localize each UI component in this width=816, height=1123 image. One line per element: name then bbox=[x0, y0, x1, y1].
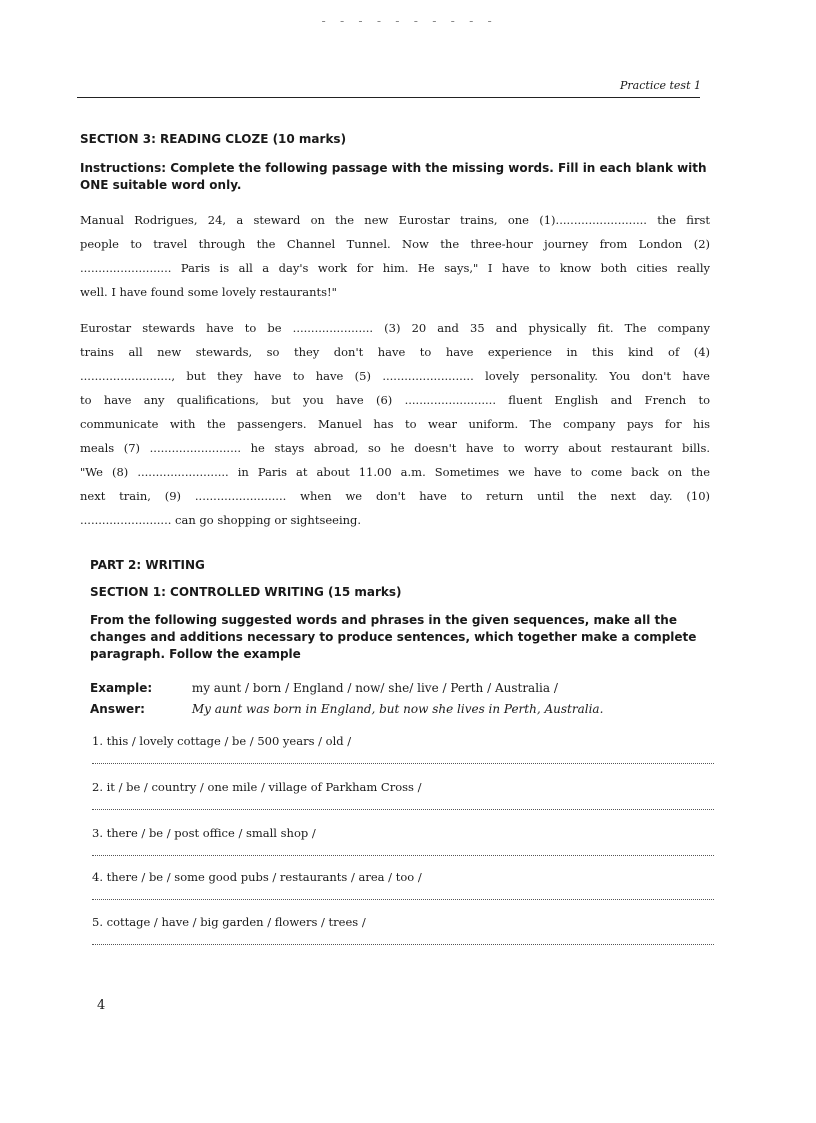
cloze-line: ........................., but they have to have (5) ......................... lovely personality. You don't have bbox=[80, 369, 710, 383]
page-number: 4 bbox=[97, 998, 106, 1013]
header-rule bbox=[77, 97, 700, 98]
example-text: my aunt / born / England / now/ she/ live / Perth / Australia / bbox=[191, 681, 558, 695]
cloze-paragraph-1 bbox=[80, 208, 710, 304]
answer-line-3[interactable] bbox=[92, 854, 714, 856]
cloze-line: ......................... Paris is all a day's work for him. He says," I have to know both cities really bbox=[80, 261, 710, 275]
writing-item-5: 5. cottage / have / big garden / flowers / trees / bbox=[92, 915, 366, 929]
writing-item-2: 2. it / be / country / one mile / village of Parkham Cross / bbox=[92, 780, 422, 794]
example-row bbox=[90, 681, 558, 695]
writing-item-1: 1. this / lovely cottage / be / 500 years / old / bbox=[92, 734, 352, 748]
answer-text: My aunt was born in England, but now she lives in Perth, Australia. bbox=[191, 702, 604, 716]
section1-heading: SECTION 1: CONTROLLED WRITING (15 marks) bbox=[90, 585, 402, 599]
cloze-line: to have any qualifications, but you have (6) ......................... fluent English and French to bbox=[80, 393, 710, 407]
cloze-line: trains all new stewards, so they don't have to have experience in this kind of (4) bbox=[80, 345, 710, 359]
cloze-line: "We (8) ......................... in Paris at about 11.00 a.m. Sometimes we have to come back on the bbox=[80, 465, 710, 479]
cloze-line: well. I have found some lovely restaurants!" bbox=[80, 285, 337, 299]
answer-line-1[interactable] bbox=[92, 762, 714, 764]
answer-label: Answer: bbox=[90, 702, 145, 716]
cloze-line: Eurostar stewards have to be ...................... (3) 20 and 35 and physically fit. The company bbox=[80, 321, 710, 335]
answer-line-2[interactable] bbox=[92, 808, 714, 810]
cloze-line: Manual Rodrigues, 24, a steward on the new Eurostar trains, one (1)......................... the first bbox=[80, 213, 710, 227]
answer-line-5[interactable] bbox=[92, 943, 714, 945]
cloze-line: people to travel through the Channel Tunnel. Now the three-hour journey from London (2) bbox=[80, 237, 710, 251]
part2-heading: PART 2: WRITING bbox=[90, 558, 205, 572]
writing-instructions: From the following suggested words and phrases in the given sequences, make all the changes and additions necessary to produce sentences, which together make a complete paragraph. Follow the example bbox=[90, 613, 697, 661]
cloze-paragraph-2 bbox=[80, 316, 710, 532]
section3-heading: SECTION 3: READING CLOZE (10 marks) bbox=[80, 132, 347, 146]
cloze-line: next train, (9) ......................... when we don't have to return until the next day. (10) bbox=[80, 489, 710, 503]
answer-line-4[interactable] bbox=[92, 898, 714, 900]
running-head: Practice test 1 bbox=[620, 79, 701, 92]
answer-row bbox=[90, 702, 603, 716]
top-dashes: - - - - - - - - - - bbox=[320, 14, 496, 28]
section3-instructions: Instructions: Complete the following passage with the missing words. Fill in each blank with ONE suitable word only. bbox=[80, 161, 707, 192]
writing-item-3: 3. there / be / post office / small shop / bbox=[92, 826, 316, 840]
example-label: Example: bbox=[90, 681, 153, 695]
cloze-line: meals (7) ......................... he stays abroad, so he doesn't have to worry about restaurant bills. bbox=[80, 441, 710, 455]
cloze-line: ......................... can go shopping or sightseeing. bbox=[80, 513, 362, 527]
cloze-line: communicate with the passengers. Manuel has to wear uniform. The company pays for his bbox=[80, 417, 710, 431]
writing-item-4: 4. there / be / some good pubs / restaurants / area / too / bbox=[92, 870, 422, 884]
